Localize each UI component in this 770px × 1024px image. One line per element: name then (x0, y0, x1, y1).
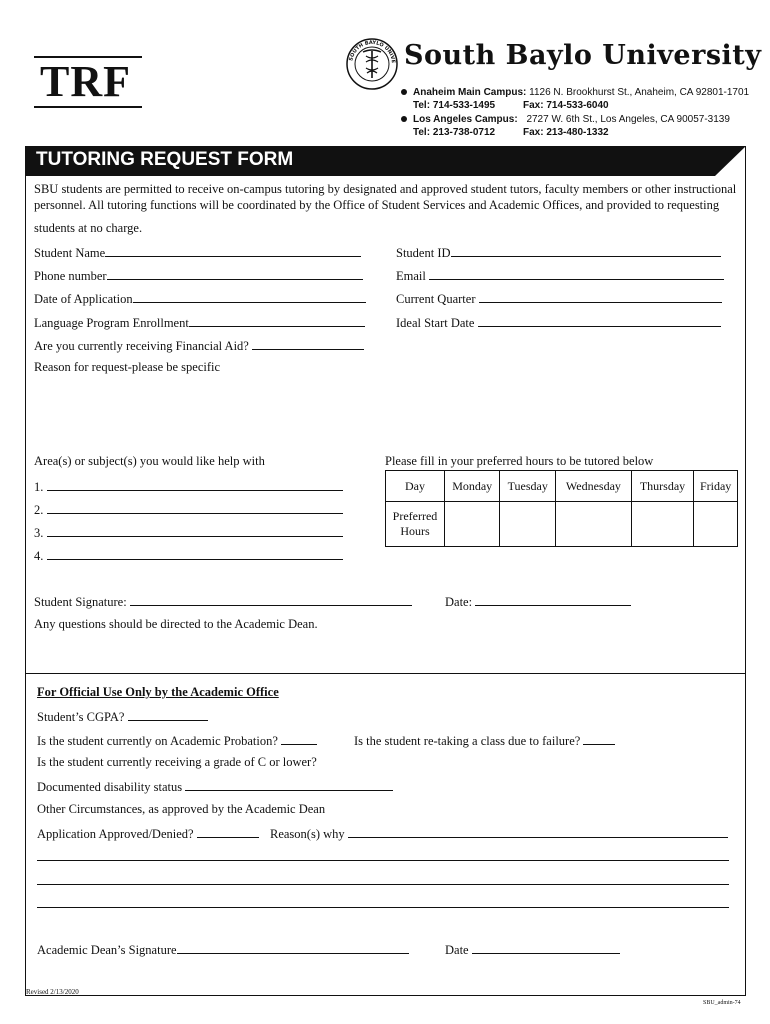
language-program-input[interactable] (189, 314, 365, 327)
email-input[interactable] (429, 267, 724, 280)
row-label-line: Preferred (392, 509, 438, 523)
university-name: South Baylo University (404, 40, 762, 71)
financial-aid-field[interactable] (34, 337, 364, 354)
subject-number: 4. (34, 549, 44, 563)
campus-address: 1126 N. Brookhurst St., Anaheim, CA 92801-1701 (529, 87, 750, 98)
probation-label: Is the student currently on Academic Probation? (37, 734, 278, 748)
subject-input[interactable] (47, 501, 343, 514)
day-monday: Monday (445, 471, 500, 502)
day-friday: Friday (694, 471, 738, 502)
subject-number: 1. (34, 480, 44, 494)
university-seal-icon (346, 38, 398, 90)
campus-anaheim (401, 86, 749, 112)
reason-input-area[interactable] (34, 378, 734, 448)
email-field[interactable] (396, 267, 724, 284)
reasons-label: Reason(s) why (270, 827, 345, 841)
bullet-icon (401, 116, 407, 122)
subject-input[interactable] (47, 547, 343, 560)
retaking-label: Is the student re-taking a class due to failure? (354, 734, 581, 748)
student-id-field[interactable] (396, 244, 721, 261)
student-signature-field[interactable] (34, 593, 412, 610)
student-signature-input[interactable] (130, 593, 412, 606)
reasons-field[interactable] (270, 825, 728, 842)
student-id-label: Student ID (396, 246, 451, 260)
form-code: TRF (40, 57, 131, 106)
disability-input[interactable] (185, 778, 393, 791)
subjects-label: Area(s) or subject(s) you would like help with (34, 454, 265, 468)
day-wednesday: Wednesday (556, 471, 632, 502)
form-code-block (34, 56, 144, 108)
svg-text:SOUTH BAYLO UNIVERSITY: SOUTH BAYLO UNIVE (348, 39, 397, 64)
reason-label: Reason for request-please be specific (34, 360, 221, 374)
other-circumstances: Other Circumstances, as approved by the Academic Dean (37, 802, 326, 816)
hours-cell-wednesday[interactable] (556, 502, 632, 547)
current-quarter-input[interactable] (479, 290, 722, 303)
revised-date: Revised 2/13/2020 (26, 988, 79, 996)
financial-aid-input[interactable] (252, 337, 364, 350)
student-name-label: Student Name (34, 246, 106, 260)
language-program-field[interactable] (34, 314, 365, 331)
retaking-field[interactable] (354, 732, 615, 749)
disability-field[interactable] (37, 778, 393, 795)
date-of-application-label: Date of Application (34, 292, 133, 306)
approved-field[interactable] (37, 825, 259, 842)
campus-tel: Tel: 714-533-1495 (413, 100, 496, 111)
subject-line[interactable] (34, 524, 343, 541)
reasons-input[interactable] (348, 825, 728, 838)
intro-line: students at no charge. (34, 221, 143, 235)
reasons-line[interactable] (37, 907, 729, 908)
dean-signature-label: Academic Dean’s Signature (37, 943, 177, 957)
official-heading: For Official Use Only by the Academic Office (37, 685, 279, 699)
hours-label: Please fill in your preferred hours to be tutored below (385, 454, 654, 468)
phone-label: Phone number (34, 269, 107, 283)
campus-name: Los Angeles Campus: (413, 114, 518, 125)
disability-label: Documented disability status (37, 780, 183, 794)
date-of-application-input[interactable] (133, 290, 366, 303)
ideal-start-date-label: Ideal Start Date (396, 316, 475, 330)
hours-cell-thursday[interactable] (631, 502, 694, 547)
student-id-input[interactable] (451, 244, 721, 257)
phone-field[interactable] (34, 267, 363, 284)
bullet-icon (401, 89, 407, 95)
probation-field[interactable] (37, 732, 317, 749)
dean-signature-input[interactable] (177, 941, 409, 954)
questions-note: Any questions should be directed to the Academic Dean. (34, 617, 318, 631)
dean-date-input[interactable] (472, 941, 620, 954)
campus-name: Anaheim Main Campus: (413, 87, 527, 98)
subject-line[interactable] (34, 547, 343, 564)
dean-signature-field[interactable] (37, 941, 409, 958)
phone-input[interactable] (107, 267, 363, 280)
signature-date-input[interactable] (475, 593, 631, 606)
campus-los-angeles (401, 113, 730, 139)
cgpa-input[interactable] (128, 708, 208, 721)
cgpa-label: Student’s CGPA? (37, 710, 125, 724)
student-name-field[interactable] (34, 244, 361, 261)
dean-date-field[interactable] (445, 941, 620, 958)
retaking-input[interactable] (583, 732, 615, 745)
current-quarter-field[interactable] (396, 290, 722, 307)
intro-line: SBU students are permitted to receive on-campus tutoring by designated and approved student tutors, faculty members or other instructional (34, 182, 737, 196)
subject-line[interactable] (34, 478, 343, 495)
current-quarter-label: Current Quarter (396, 292, 476, 306)
hours-cell-tuesday[interactable] (500, 502, 556, 547)
hours-cell-friday[interactable] (694, 502, 738, 547)
campus-fax: Fax: 714-533-6040 (523, 100, 609, 111)
language-program-label: Language Program Enrollment (34, 316, 189, 330)
approved-input[interactable] (197, 825, 259, 838)
hours-cell-monday[interactable] (445, 502, 500, 547)
row-label-line: Hours (400, 524, 430, 538)
reasons-line[interactable] (37, 860, 729, 861)
campus-tel: Tel: 213-738-0712 (413, 127, 496, 138)
official-section-divider (25, 673, 746, 674)
cgpa-field[interactable] (37, 708, 208, 725)
signature-date-label: Date: (445, 595, 473, 609)
form-code-bottom-rule (34, 106, 142, 108)
table-row (386, 471, 738, 502)
subject-input[interactable] (47, 524, 343, 537)
ideal-start-date-input[interactable] (478, 314, 721, 327)
grade-c-question: Is the student currently receiving a grade of C or lower? (37, 755, 317, 769)
date-of-application-field[interactable] (34, 290, 366, 307)
dean-date-label: Date (445, 943, 469, 957)
day-thursday: Thursday (631, 471, 694, 502)
approved-label: Application Approved/Denied? (37, 827, 194, 841)
form-id-code: SBU_admin-74 (703, 1000, 741, 1006)
financial-aid-label: Are you currently receiving Financial Aid? (34, 339, 249, 353)
subject-line[interactable] (34, 501, 343, 518)
reasons-line[interactable] (37, 884, 729, 885)
intro-paragraph (34, 181, 740, 236)
preferred-hours-table (385, 470, 738, 547)
student-signature-label: Student Signature: (34, 595, 127, 609)
table-row (386, 502, 738, 547)
intro-line: personnel. All tutoring functions will be coordinated by the Office of Student Services and Academic Offices, and provided to requesting (34, 198, 720, 212)
form-title: TUTORING REQUEST FORM (36, 149, 294, 170)
day-tuesday: Tuesday (500, 471, 556, 502)
campus-address: 2727 W. 6th St., Los Angeles, CA 90057-3139 (526, 114, 730, 125)
subject-number: 3. (34, 526, 44, 540)
student-name-input[interactable] (105, 244, 361, 257)
day-header: Day (386, 471, 445, 502)
subject-number: 2. (34, 503, 44, 517)
preferred-hours-label (386, 502, 445, 547)
campus-fax: Fax: 213-480-1332 (523, 127, 609, 138)
email-label: Email (396, 269, 426, 283)
probation-input[interactable] (281, 732, 317, 745)
ideal-start-date-field[interactable] (396, 314, 721, 331)
signature-date-field[interactable] (445, 593, 631, 610)
subject-input[interactable] (47, 478, 343, 491)
